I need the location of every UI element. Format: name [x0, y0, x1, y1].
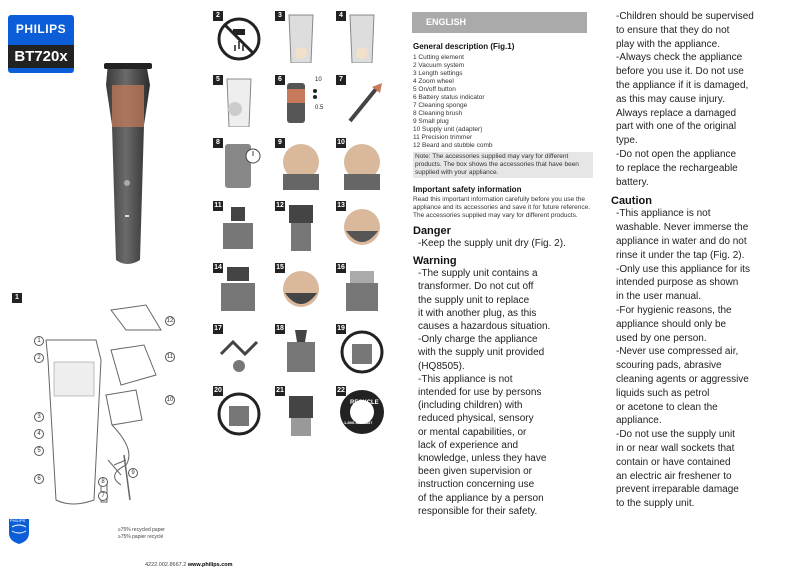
- figure-label: 10: [315, 77, 322, 83]
- warning-line: -Only charge the appliance: [418, 334, 538, 346]
- warning-line: causes a hazardous situation.: [418, 321, 551, 333]
- figure-9: [275, 138, 327, 190]
- caution-line: appliance should only be: [616, 318, 727, 330]
- accessories-note: Note: The accessories supplied may vary for different products. The box shows the accessories that have been supplied with your appliance.: [413, 152, 593, 178]
- safety-title: Important safety information: [413, 185, 522, 194]
- warning-title: Warning: [413, 255, 457, 268]
- figure-number: 19: [337, 325, 345, 332]
- caution-line: contain or have contained: [616, 456, 731, 468]
- caution-line: or acetone to clean the: [616, 401, 718, 413]
- figure-number: 14: [214, 264, 222, 271]
- callout-7: 7: [98, 491, 108, 501]
- warning-line: (including children) with: [418, 400, 523, 412]
- warning-continued-line: -Children should be supervised: [616, 11, 754, 22]
- warning-line: with the supply unit provided: [418, 347, 545, 359]
- text-column-left: [413, 38, 593, 518]
- callout-9: 9: [128, 468, 138, 478]
- callout-12: 12: [166, 318, 174, 324]
- parts-list: [413, 54, 593, 150]
- figure-number: 2: [213, 11, 223, 21]
- figure-17: [213, 324, 265, 376]
- warning-line: of the appliance by a person: [418, 492, 544, 504]
- figure-number: 10: [337, 139, 345, 146]
- warning-continued-line: type.: [616, 135, 638, 147]
- website-link[interactable]: www.philips.com: [187, 562, 233, 568]
- figure-4: [336, 11, 388, 63]
- figure-number: 20: [214, 387, 222, 394]
- part-item: 6 Battery status indicator: [413, 94, 485, 101]
- figure-label: 0.5: [315, 105, 324, 111]
- part-item: 5 On/off button: [413, 86, 456, 93]
- part-item: 4 Zoom wheel: [413, 78, 454, 85]
- figure-number: 18: [276, 325, 284, 332]
- caution-title: Caution: [611, 195, 652, 208]
- figure-16: [336, 263, 388, 315]
- figure-5: [213, 75, 265, 127]
- figure-20: [213, 386, 265, 438]
- recycle-note-2: ≥75% papier recyclé: [118, 534, 164, 540]
- callout-6: 6: [34, 474, 44, 484]
- warning-continued-line: Always replace a damaged: [616, 107, 737, 119]
- figure-number: 11: [214, 202, 222, 209]
- caution-line: -For hygienic reasons, the: [616, 304, 732, 316]
- warning-line: it with another plug, as this: [418, 307, 537, 319]
- caution-line: appliance in water and do not: [616, 235, 747, 247]
- callout-4: 4: [34, 429, 44, 439]
- warning-line: reduced physical, sensory: [418, 413, 534, 425]
- shield-label: PHILIPS: [10, 518, 26, 523]
- caution-line: prevent irreparable damage: [616, 484, 739, 496]
- part-item: 8 Cleaning brush: [413, 110, 463, 117]
- warning-continued-line: the appliance if it is damaged,: [616, 79, 749, 91]
- figure-number: 4: [336, 11, 346, 21]
- figure-number: 22: [337, 387, 345, 394]
- trimmer-product-photo: [90, 55, 170, 270]
- part-item: 7 Cleaning sponge: [413, 102, 468, 109]
- figure-3: [275, 11, 327, 63]
- general-description-title: General description (Fig.1): [413, 42, 515, 51]
- caution-line: cleaning agents or aggressive: [616, 373, 749, 385]
- figure-number: 5: [213, 75, 223, 85]
- figure-10: [336, 138, 388, 190]
- part-item: 1 Cutting element: [413, 54, 464, 61]
- part-item: 3 Length settings: [413, 70, 463, 77]
- figure-number: 16: [337, 264, 345, 271]
- caution-line: liquids such as petrol: [616, 387, 710, 399]
- warning-line: or mental capabilities, or: [418, 426, 527, 438]
- figure-12: [275, 201, 327, 253]
- callout-2: 2: [34, 353, 44, 363]
- part-item: 9 Small plug: [413, 118, 449, 125]
- warning-continued-line: part with one of the original: [616, 121, 737, 133]
- part-item: 10 Supply unit (adapter): [413, 126, 483, 133]
- recycle-note-1: ≥75% recycled paper: [118, 527, 165, 533]
- caution-line: in or near wall sockets that: [616, 442, 735, 454]
- warning-line: -The supply unit contains a: [418, 268, 538, 280]
- figure-label: RECYCLE: [350, 400, 379, 406]
- figure-number: 6: [275, 75, 285, 85]
- warning-line: (HQ8505).: [418, 360, 465, 372]
- warning-line: responsible for their safety.: [418, 505, 538, 517]
- figure-number: 13: [337, 202, 345, 209]
- caution-line: rinse it under the tap (Fig. 2).: [616, 249, 745, 261]
- warning-continued-line: -Do not open the appliance: [616, 148, 737, 160]
- caution-line: intended purpose as shown: [616, 277, 739, 289]
- callout-11: 11: [166, 354, 174, 360]
- callout-8: 8: [98, 477, 108, 487]
- part-item: 11 Precision trimmer: [413, 134, 473, 141]
- caution-line: used by one person.: [616, 332, 707, 344]
- brand-badge: [8, 15, 74, 73]
- callout-3: 3: [34, 412, 44, 422]
- figure-15: [275, 263, 327, 315]
- warning-line: been given supervision or: [418, 466, 532, 478]
- figure-number: 3: [275, 11, 285, 21]
- warning-continued-line: as this may cause injury.: [616, 93, 725, 105]
- figure-6: [275, 75, 327, 127]
- warning-continued-line: battery.: [616, 176, 649, 188]
- doc-number: 4222.002.8667.2: [145, 562, 187, 568]
- figure-number: 17: [214, 325, 222, 332]
- callout-1: 1: [34, 336, 44, 346]
- warning-continued-line: before you use it. Do not use: [616, 66, 744, 78]
- warning-line: -This appliance is not: [418, 373, 513, 385]
- brand-logo: PHILIPS: [15, 22, 67, 36]
- figure-number: 12: [276, 202, 284, 209]
- warning-line: intended for use by persons: [418, 387, 542, 399]
- warning-line: knowledge, unless they have: [418, 453, 547, 465]
- caution-line: an electric air freshener to: [616, 470, 732, 482]
- warning-line: instruction concerning use: [418, 479, 535, 491]
- warning-continued-line: to replace the rechargeable: [616, 162, 738, 174]
- figure-1-marker: 1: [12, 293, 22, 303]
- warning-line: the supply unit to replace: [418, 294, 530, 306]
- danger-lines: [413, 237, 593, 250]
- callout-5: 5: [34, 446, 44, 456]
- callout-10: 10: [166, 397, 174, 403]
- caution-line: scouring pads, abrasive: [616, 360, 722, 372]
- parts-overview-diagram: [26, 300, 196, 515]
- figure-number: 8: [213, 138, 223, 148]
- language-header: ENGLISH: [412, 12, 587, 33]
- figure-number: 15: [276, 264, 284, 271]
- caution-line: washable. Never immerse the: [616, 222, 749, 234]
- figure-number: 21: [276, 387, 284, 394]
- model-label: BT720x: [8, 45, 74, 68]
- warning-lines: [413, 267, 593, 518]
- figure-8: [213, 138, 265, 190]
- figure-2: [213, 11, 265, 63]
- warning-continued-line: play with the appliance.: [616, 38, 720, 50]
- figure-21: [275, 386, 327, 438]
- figure-7: [336, 75, 388, 127]
- caution-lines: [611, 207, 796, 511]
- figure-19: [336, 324, 388, 376]
- figure-13: [336, 201, 388, 253]
- figure-label: 1-800-822-8837: [344, 420, 373, 425]
- figure-11: [213, 201, 265, 253]
- danger-line: -Keep the supply unit dry (Fig. 2).: [418, 238, 566, 249]
- caution-line: appliance.: [616, 415, 662, 427]
- warning-continued-lines: [611, 10, 796, 189]
- caution-line: -Never use compressed air,: [616, 346, 739, 358]
- danger-title: Danger: [413, 225, 451, 237]
- doc-code: [145, 562, 233, 568]
- figure-22: [336, 386, 388, 438]
- part-item: 2 Vacuum system: [413, 62, 465, 69]
- warning-line: lack of experience and: [418, 439, 519, 451]
- figure-number: 7: [336, 75, 346, 85]
- part-item: 12 Beard and stubble comb: [413, 142, 493, 149]
- text-column-right: [611, 10, 796, 511]
- warning-continued-line: to ensure that they do not: [616, 24, 730, 36]
- figure-18: [275, 324, 327, 376]
- figure-number: 9: [275, 138, 285, 148]
- warning-continued-line: -Always check the appliance: [616, 52, 743, 64]
- safety-text: Read this important information carefully before you use the appliance and its accessories and save it for future reference. The accessories supplied may vary for different products.: [413, 196, 591, 219]
- figure-14: [213, 263, 265, 315]
- warning-line: transformer. Do not cut off: [418, 281, 534, 293]
- recycle-notes: [118, 527, 165, 541]
- caution-line: to the supply unit.: [616, 498, 695, 510]
- caution-line: in the user manual.: [616, 291, 702, 303]
- caution-line: -Only use this appliance for its: [616, 263, 750, 275]
- caution-line: -This appliance is not: [616, 208, 711, 220]
- caution-line: -Do not use the supply unit: [616, 429, 735, 441]
